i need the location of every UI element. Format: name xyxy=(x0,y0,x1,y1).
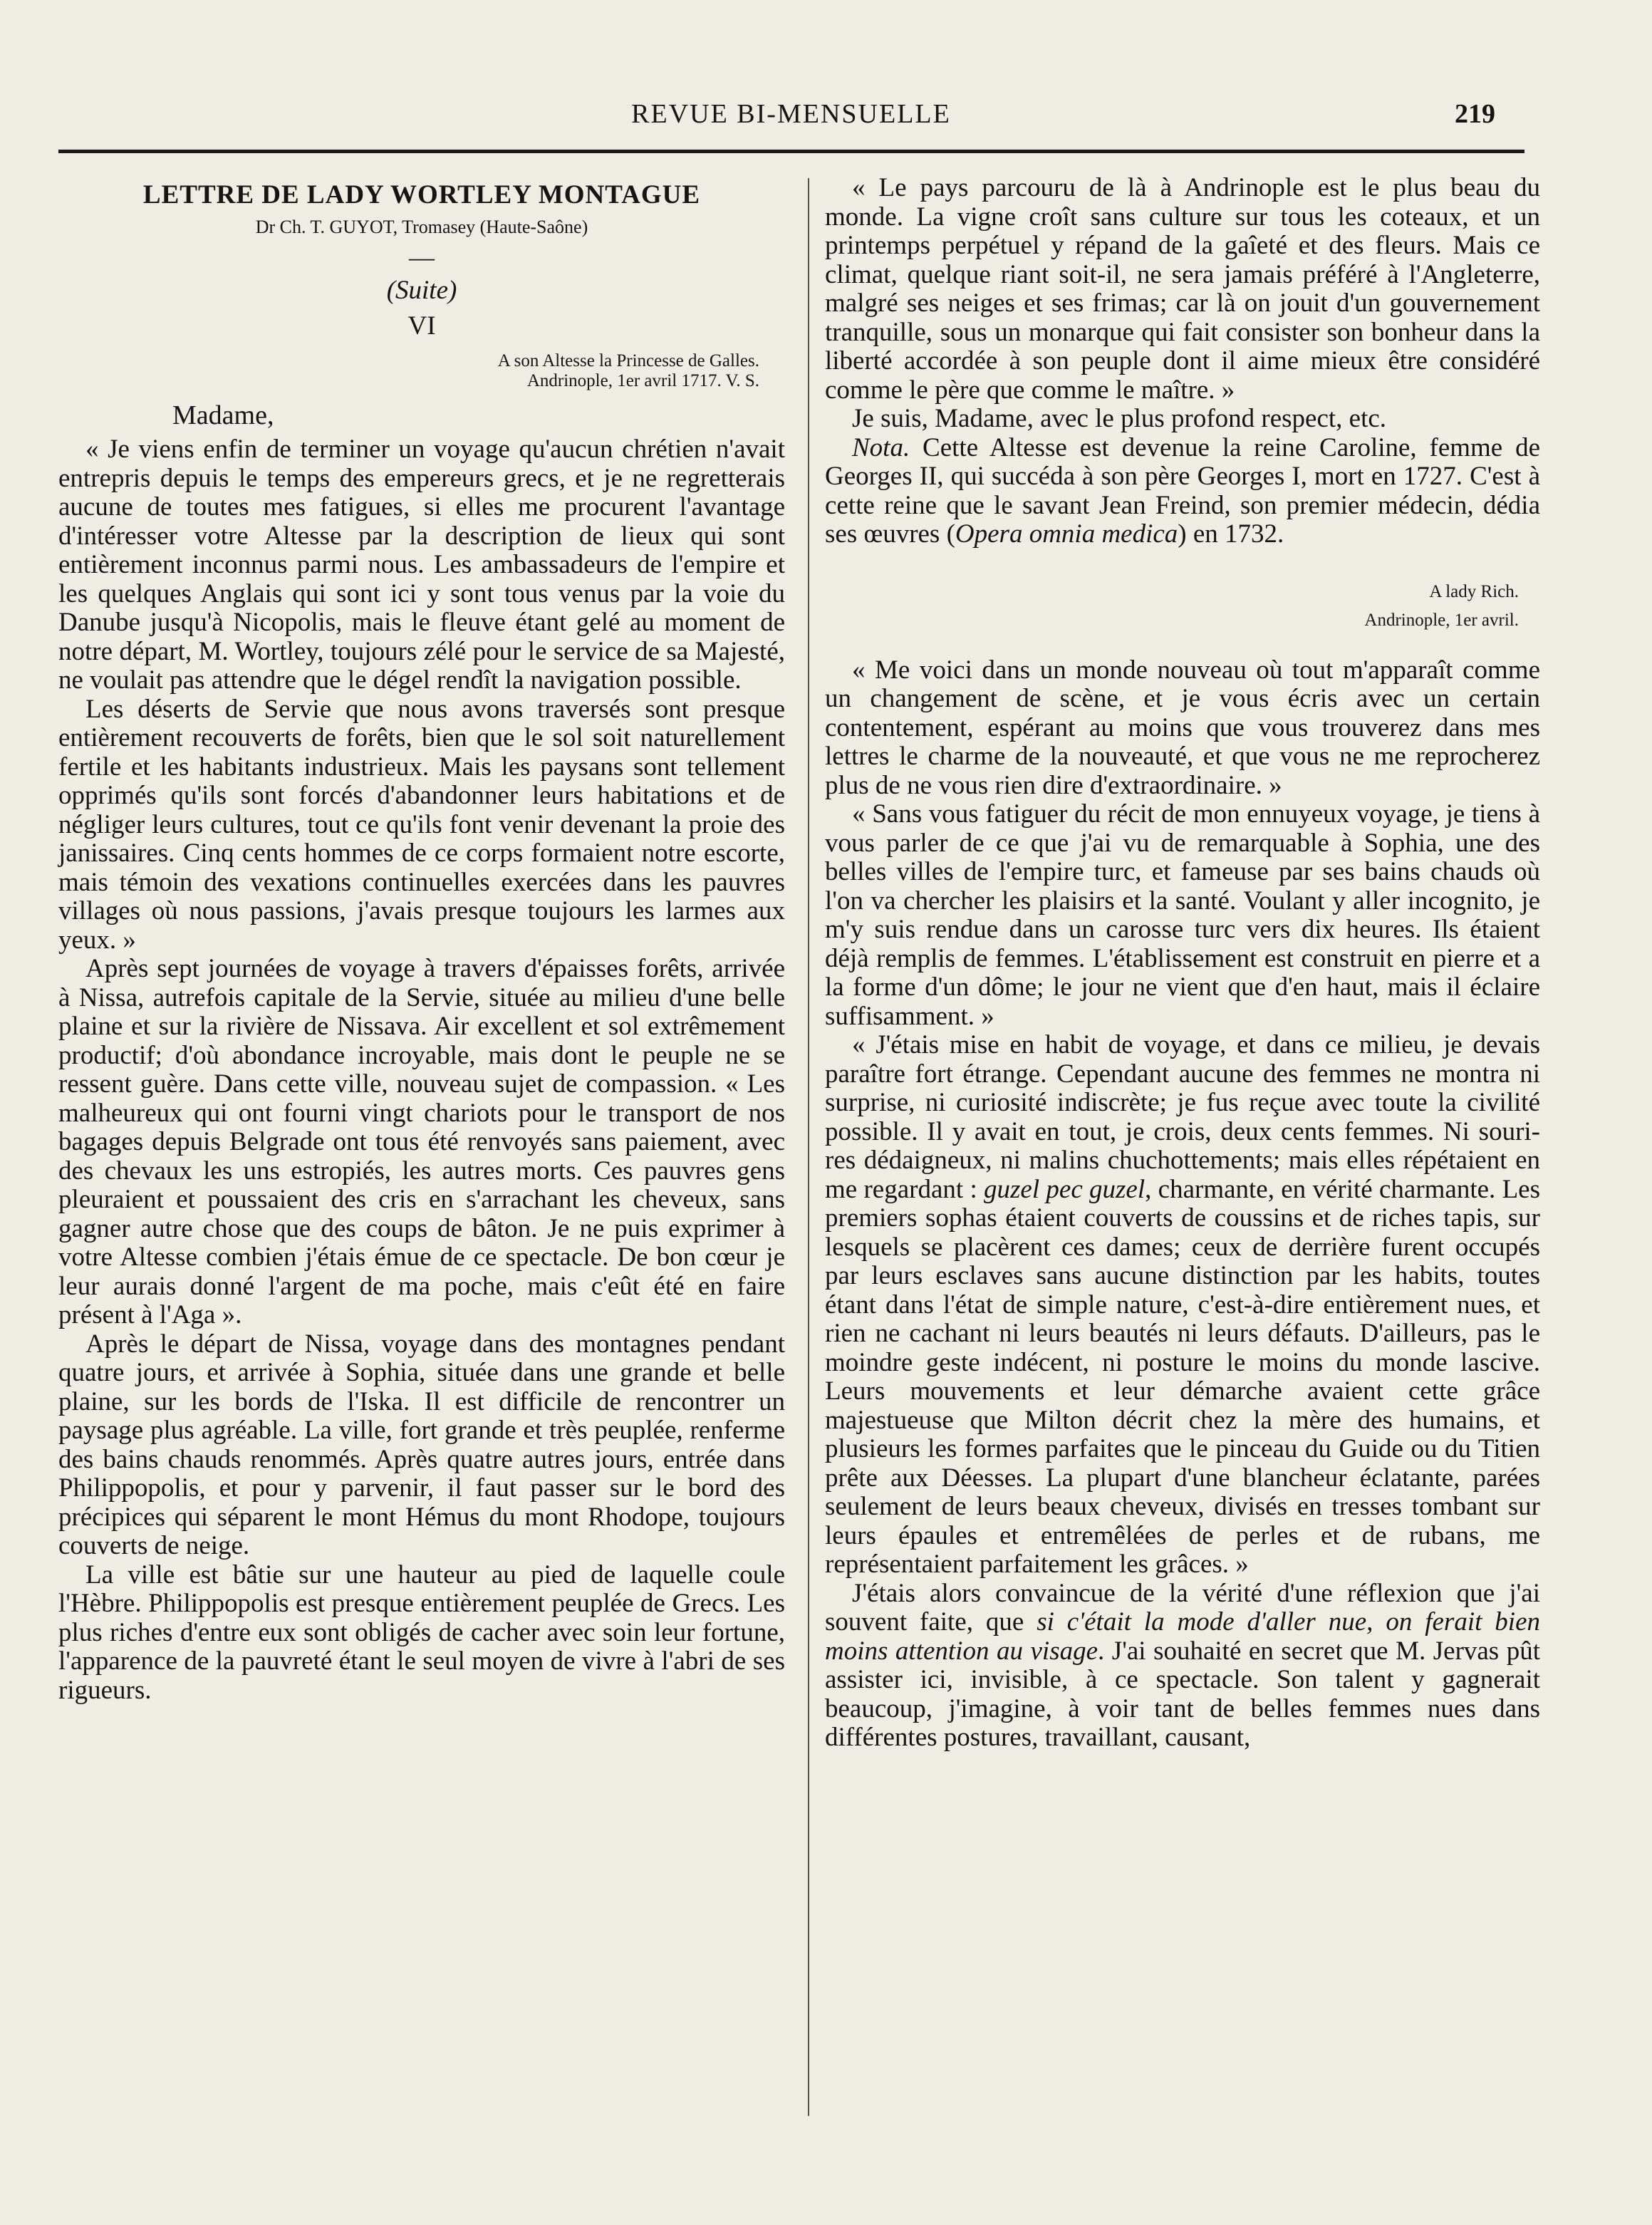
text-run: . J'ai souhaité en secret que M. Jervas pût assister ici, invisible, à ce spectacle. Son talent y gagnerait beaucoup, j'imagine, à voir tant de belles femmes nues dans différentes postures, travaillant, causant, xyxy=(825,1636,1541,1752)
paragraph: « Je viens enfin de terminer un voyage qu'aucun chrétien n'avait entrepris depuis le temps des empereurs grecs, et je ne regretterais aucune de toutes mes fatigues, si elles me procurent l'avantage d'intéresser votre Altesse par la description de lieux qui sont entièrement inconnus parmi nous. Les ambassadeurs de l'empire et les quelques Anglais qui sont ici y sont tous venus par la voie du Danube jusqu'à Nicopolis, mais le fleuve étant gelé au moment de notre départ, M. Wortley, toujours zélé pour le service de sa Majesté, ne voulait pas attendre que le dégel rendît la navigation possible. xyxy=(58,435,785,695)
letter-address-line2: Andrinople, 1er avril 1717. V. S. xyxy=(526,370,759,390)
paragraph: Je suis, Madame, avec le plus profond respect, etc. xyxy=(852,404,1387,433)
letter2-address-line2: Andrinople, 1er avril. xyxy=(1364,610,1519,630)
paragraph: « Le pays parcouru de là à Andrinople est le plus beau du monde. La vigne croît sans culture sur tous les coteaux, et un printemps perpétuel y répand de la gaîeté et des fleurs. Mais ce climat, quelque riant soit-il, ne sera jamais préféré à l'Angleterre, malgré ses neiges et ses frimas; car là on jouit d'un gouvernement tranquille, sous un monarque qui fait consister son bonheur dans la liberté accordée à son peuple dont il aime mieux être considéré comme le père que comme le maître. » xyxy=(825,173,1540,405)
article-author: Dr Ch. T. GUYOT, Tromasey (Haute-Saône) xyxy=(255,216,588,237)
paragraph: Après sept journées de voyage à travers d'épaisses forêts, arrivée à Nissa, autrefois capitale de la Servie, située au milieu d'une belle plaine et sur la rivière de Nissava. Air excellent et sol extrêmement productif; d'où abondance incroyable, mais dont le peuple ne se ressent guère. Dans cette ville, nouveau sujet de compassion. « Les malheureux qui ont fourni vingt chariots pour le transport de nos bagages depuis Belgrade ont tous été renvoyés sans paiement, avec des chevaux les uns estropiés, les autres morts. Ces pauvres gens pleuraient et poussaient des cris en s'arrachant les cheveux, sans gagner autre chose que des coups de bâton. Je ne puis exprimer à votre Altesse combien j'étais émue de ce spectacle. De bon cœur je leur aurais donné l'argent de ma poche, mais c'eût été en faire présent à l'Aga ». xyxy=(58,954,785,1329)
paragraph: La ville est bâtie sur une hauteur au pied de laquelle coule l'Hèbre. Philippopolis est presque entièrement peuplée de Grecs. Les plus riches d'entre eux sont obligés de cacher avec soin leur fortune, l'apparence de la pauvreté étant le seul moyen de vivre à l'abri de ses rigueurs. xyxy=(58,1560,785,1705)
header-rule xyxy=(58,150,1524,153)
article-title: LETTRE DE LADY WORTLEY MONTAGUE xyxy=(142,180,701,209)
letter-address-line1: A son Altesse la Princesse de Galles. xyxy=(497,351,759,370)
text-run: , charmante, en vérité charmante. Les premiers sophas étaient couverts de coussins et de riches tapis, sur lesquels se placèrent ces dames; ceux de derrière furent occupés par leurs esclaves sans aucune distinction par les habits, toutes étant dans l'état de simple nature, c'est-à-dire entièrement nues, et rien ne cachant ni leurs beautés ni leurs défauts. D'ailleurs, pas le moindre geste indécent, ni posture le moins du monde lascive. Leurs mouvements et leur démarche avaient cette grâce majestueuse que Milton décrit chez la mère des humains, et plusieurs les formes parfaites que le pinceau du Guide ou du Titien prête aux Déesses. La plupart d'une blancheur éclatante, parées seulement de leurs beaux cheveux, divisés en tresses tombant sur leurs épaules et entremêlées de perles et de rubans, me représentaient parfaitement les grâces. » xyxy=(825,1174,1540,1579)
paragraph: Les déserts de Servie que nous avons traversés sont presque entièrement recouverts de forêts, bien que le sol soit naturellement fertile et les habitants industrieux. Mais les paysans sont tellement opprimés qu'ils sont forcés d'abandonner leurs habitations et de négliger leurs cultures, tout ce qu'ils font venir devenant la proie des janissaires. Cinq cents hommes de ce corps formaient notre escorte, mais témoin des vexations continuelles exercées dans les pauvres villages où nous passions, j'avais presque toujours les larmes aux yeux. » xyxy=(58,694,785,955)
nota-italic: Opera omnia medica xyxy=(955,519,1178,549)
suite-label: (Suite) xyxy=(386,275,457,305)
section-number: VI xyxy=(407,311,436,341)
paragraph xyxy=(825,1031,1540,1580)
running-header xyxy=(58,98,1524,135)
paragraph: Après le départ de Nissa, voyage dans des montagnes pendant quatre jours, et arrivée à Sophia, située dans une grande et belle plaine, sur les bords de l'Iska. Il est difficile de rencontrer un paysage plus agréable. La ville, fort grande et très peuplée, renferme des bains chauds renommés. Après quatre autres jours, entrée dans Philippopolis, et pour y parvenir, il faut passer sur le bord des précipices qui séparent le mont Hémus du mont Rhodope, toujours couverts de neige. xyxy=(58,1329,785,1560)
letter2-address-line1: A lady Rich. xyxy=(1429,581,1519,601)
paragraph: « Sans vous fatiguer du récit de mon ennuyeux voyage, je tiens à vous parler de ce que j'ai vu de remarquable à Sophia, une des belles villes de l'empire turc, et fameuse par ses bains chauds où l'on va chercher les plaisirs et la santé. Voulant y aller incognito, je m'y suis rendue dans un carosse turc vers dix heures. Ils étaient déjà remplis de femmes. L'établissement est construit en pierre et a la forme d'un dôme; le jour ne vient que d'en haut, mais il éclaire suffisamment. » xyxy=(825,799,1540,1031)
nota-paragraph xyxy=(825,434,1540,549)
page-number: 219 xyxy=(1455,99,1495,129)
italic-phrase: guzel pec guzel xyxy=(984,1174,1146,1204)
salutation: Madame, xyxy=(172,400,274,430)
right-column xyxy=(825,174,1540,1753)
nota-text: Cette Altesse est devenue la reine Caroline, femme de Georges II, qui succéda à son père Georges I, mort en 1727. C'est à cette reine que le savant Jean Freind, son premier médecin, dédia ses œuvres ( xyxy=(825,432,1540,549)
column-separator xyxy=(808,178,809,2116)
paragraph: « Me voici dans un monde nouveau où tout m'apparaît comme un changement de scène, et je vous écris avec un certain contentement, espérant au moins que vous trouverez dans mes lettres le charme de la nouveauté, et que vous ne me reprocherez plus de ne vous rien dire d'extraordinaire. » xyxy=(825,655,1540,800)
italic-phrase: si c'était la mode d'aller nue, on ferait bien moins attention au visage xyxy=(825,1607,1540,1666)
nota-end: ) en 1732. xyxy=(1178,519,1284,549)
left-column xyxy=(58,174,785,1705)
nota-label: Nota. xyxy=(852,432,910,462)
text-run: « J'étais mise en habit de voyage, et dans ce milieu, je devais paraître fort étrange. Cependant aucune des femmes ne montra ni surprise, ni curiosité indiscrète; je fus reçue avec toute la civilité possible. Il y avait en tout, je crois, deux cents femmes. Ni souri-res dédaigneux, ni malins chuchottements; mais elles répétaient en me regardant : xyxy=(825,1030,1540,1204)
running-title: REVUE BI-MENSUELLE xyxy=(631,99,951,129)
spacer xyxy=(825,549,1540,578)
paragraph xyxy=(825,1580,1540,1753)
title-dash: — xyxy=(409,243,435,271)
spacer xyxy=(825,635,1540,656)
text-run: J'étais alors convaincue de la vérité d'une réflexion que j'ai souvent faite, que xyxy=(825,1578,1540,1637)
